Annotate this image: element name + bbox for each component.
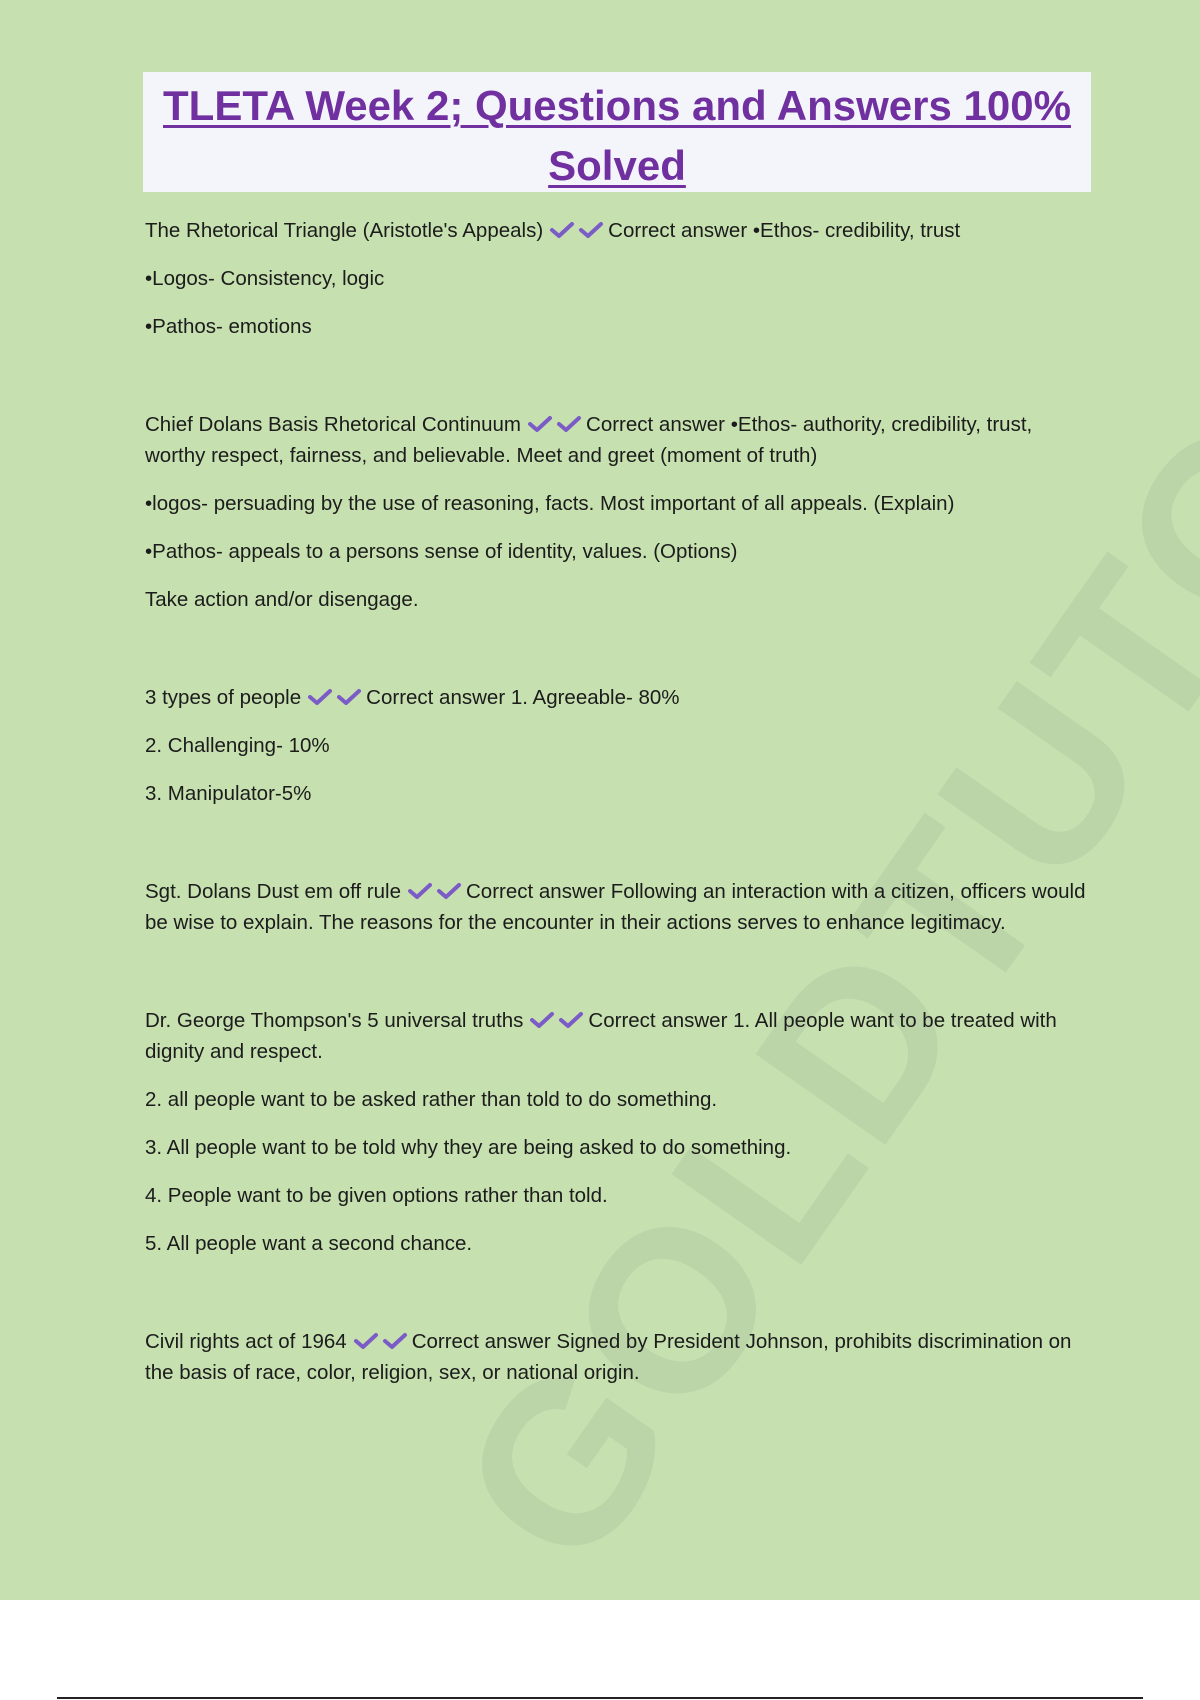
checkmark-icon [558, 1008, 584, 1028]
qa-block [145, 215, 1095, 342]
answer-prefix: Correct answer [608, 219, 748, 242]
checkmark-icon [382, 1329, 408, 1349]
checkmark-icon [407, 879, 433, 899]
answer-prefix: Correct answer [466, 880, 605, 903]
answer-text: Signed by President Johnson, prohibits discrimination on the basis of race, color, religion, sex, or national origin. [145, 1330, 1072, 1384]
checkmark-icon [549, 218, 575, 238]
title-line-2: Solved [548, 142, 686, 189]
document-title [143, 72, 1091, 196]
answer-line: 3. Manipulator-5% [145, 782, 312, 805]
checkmark-icon [436, 879, 462, 899]
qa-block [145, 1326, 1095, 1388]
question-line [145, 1326, 1095, 1388]
answer-line: •logos- persuading by the use of reasoning, facts. Most important of all appeals. (Explain) [145, 492, 955, 515]
answer-text: •Ethos- authority, credibility, trust, worthy respect, fairness, and believable. Meet and greet (moment of truth) [145, 413, 1033, 467]
qa-content [145, 215, 1095, 1405]
answer-prefix: Correct answer [588, 1009, 728, 1032]
checkmark-icon [556, 412, 582, 432]
question-text: Civil rights act of 1964 [145, 1330, 347, 1353]
checkmark-icon [353, 1329, 379, 1349]
qa-block [145, 876, 1095, 938]
question-text: Sgt. Dolans Dust em off rule [145, 880, 401, 903]
answer-line: 3. All people want to be told why they are being asked to do something. [145, 1136, 792, 1159]
question-text: The Rhetorical Triangle (Aristotle's Appeals) [145, 219, 544, 242]
question-line [145, 215, 1095, 246]
answer-prefix: Correct answer [366, 686, 506, 709]
answer-line: •Logos- Consistency, logic [145, 267, 385, 290]
checkmark-icon [336, 685, 362, 705]
answer-text: •Ethos- credibility, trust [752, 219, 961, 242]
qa-block [145, 1005, 1095, 1259]
answer-line: •Pathos- appeals to a persons sense of identity, values. (Options) [145, 540, 738, 563]
answer-line: 4. People want to be given options rather than told. [145, 1184, 608, 1207]
answer-text: 1. All people want to be treated with dignity and respect. [145, 1009, 1057, 1063]
title-banner [143, 72, 1091, 192]
qa-block [145, 682, 1095, 809]
checkmark-icon [529, 1008, 555, 1028]
footer-divider [57, 1697, 1143, 1699]
question-text: 3 types of people [145, 686, 302, 709]
answer-prefix: Correct answer [411, 1330, 551, 1353]
answer-prefix: Correct answer [586, 413, 726, 436]
answer-line: 2. Challenging- 10% [145, 734, 330, 757]
checkmark-icon [578, 218, 604, 238]
answer-line: •Pathos- emotions [145, 315, 312, 338]
qa-block [145, 409, 1095, 615]
question-line [145, 1005, 1095, 1067]
checkmark-icon [307, 685, 333, 705]
answer-line: Take action and/or disengage. [145, 588, 419, 611]
answer-text: 1. Agreeable- 80% [510, 686, 680, 709]
checkmark-icon [527, 412, 553, 432]
question-line [145, 682, 1095, 713]
question-text: Chief Dolans Basis Rhetorical Continuum [145, 413, 522, 436]
answer-line: 5. All people want a second chance. [145, 1232, 473, 1255]
title-line-1: TLETA Week 2; Questions and Answers 100% [163, 82, 1071, 129]
question-line [145, 409, 1095, 471]
answer-text: Following an interaction with a citizen, officers would be wise to explain. The reasons for the encounter in their actions serves to enhance legitimacy. [145, 880, 1086, 934]
question-line [145, 876, 1095, 938]
question-text: Dr. George Thompson's 5 universal truths [145, 1009, 524, 1032]
answer-line: 2. all people want to be asked rather than told to do something. [145, 1088, 718, 1111]
